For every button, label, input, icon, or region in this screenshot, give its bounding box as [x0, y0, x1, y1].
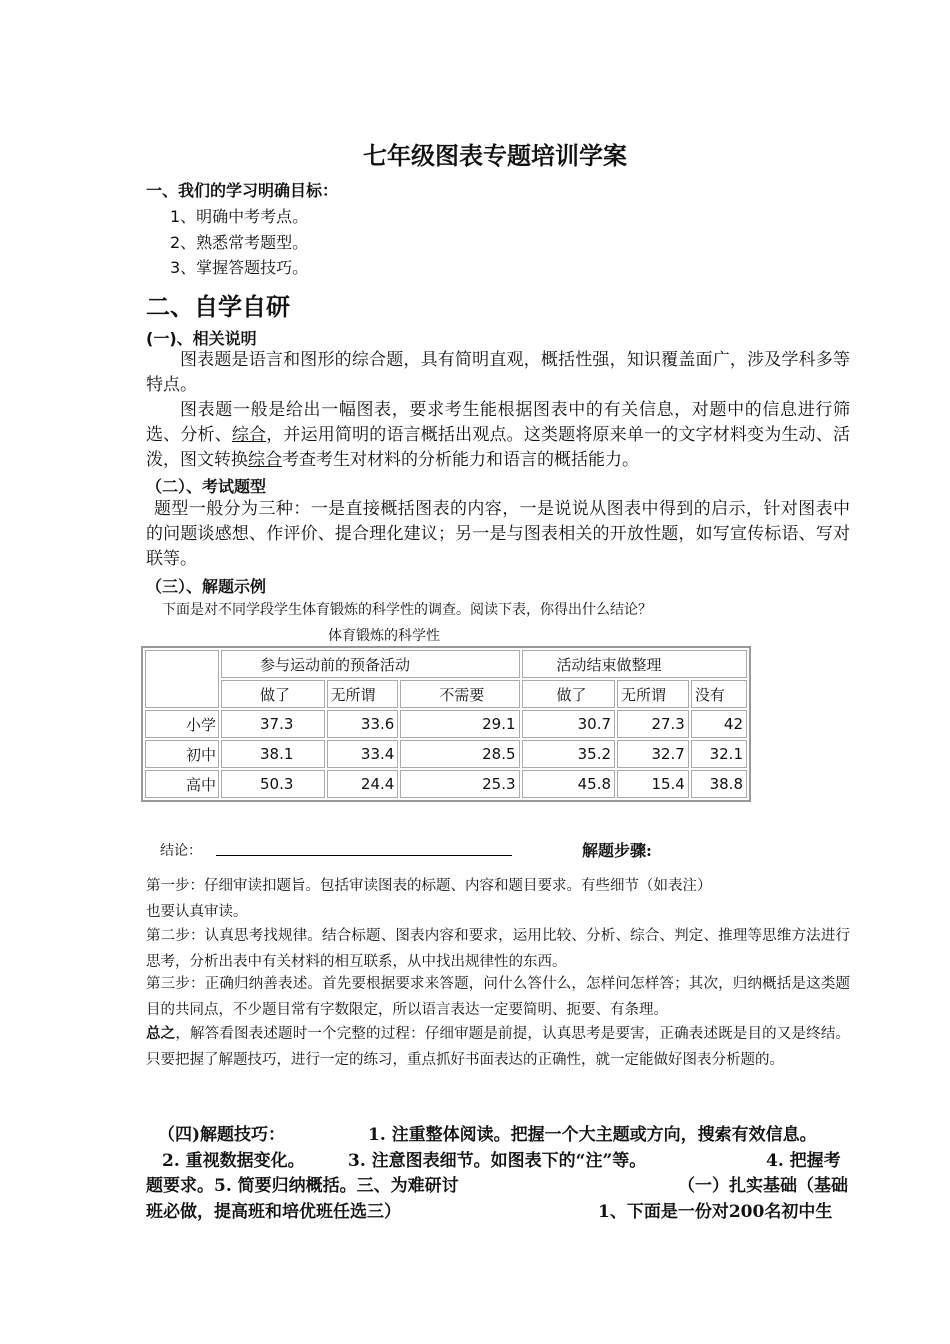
page-title: 七年级图表专题培训学案 [363, 142, 627, 170]
answer-blank-line [216, 855, 512, 856]
goal-item: 1、明确中考考点。 [170, 207, 309, 226]
table-cell: 38.1 [221, 740, 325, 768]
tip-4: 4. 把握考 [766, 1151, 841, 1171]
tip-2: 2. 重视数据变化。 [162, 1151, 305, 1171]
sub2-heading: （二）、考试题型 [146, 477, 267, 496]
column-header: 做了 [522, 680, 615, 708]
group-header: 参与运动前的预备活动 [221, 650, 520, 678]
section1-heading: 一、我们的学习明确目标： [146, 181, 339, 200]
question-1-start: 1、下面是一份对200名初中生 [598, 1202, 833, 1222]
tip-1: 1. 注重整体阅读。把握一个大主题或方向，搜索有效信息。 [368, 1125, 817, 1145]
table-cell: 33.6 [327, 710, 399, 738]
table-cell: 45.8 [522, 770, 615, 798]
column-header: 做了 [221, 680, 325, 708]
step-1-cont: 也要认真审读。 [146, 904, 248, 920]
column-header: 无所谓 [327, 680, 399, 708]
underlined-term: 综合 [231, 425, 267, 445]
summary: 总之，解答看图表述题时一个完整的过程：仔细审题是前提，认真思考是要害，正确表述既是目的又是终结。只要把握了解题技巧，进行一定的练习，重点抓好书面表达的正确性，就一定能做好图表分析题的。 [146, 1025, 850, 1068]
row-label: 初中 [145, 740, 219, 768]
table-cell: 37.3 [221, 710, 325, 738]
tip-4-cont: 题要求。5. 简要归纳概括。三、为难研讨 [146, 1176, 459, 1196]
table-cell: 32.1 [691, 740, 747, 768]
column-header: 不需要 [400, 680, 519, 708]
tips-heading: （四)解题技巧： [158, 1125, 286, 1145]
row-label: 高中 [145, 770, 219, 798]
step-2: 第二步：认真思考找规律。结合标题、图表内容和要求，运用比较、分析、综合、判定、推理等思维方法进行思考，分析出表中有关材料的相互联系，从中找出规律性的东西。 [146, 928, 850, 970]
table-cell: 27.3 [617, 710, 689, 738]
table-row [145, 710, 747, 738]
table-row [145, 770, 747, 798]
survey-table [141, 646, 751, 802]
sub2-paragraph: 题型一般分为三种：一是直接概括图表的内容，一是说说从图表中得到的启示，针对图表中的问题谈感想、作评价、提合理化建议；另一是与图表相关的开放性题，如写宣传标语、写对联等。 [146, 499, 850, 569]
step-1: 第一步：仔细审读扣题旨。包括审读图表的标题、内容和题目要求。有些细节（如表注） [146, 878, 712, 894]
row-label: 小学 [145, 710, 219, 738]
table-cell: 38.8 [691, 770, 747, 798]
example-intro: 下面是对不同学段学生体育锻炼的科学性的调查。阅读下表，你得出什么结论？ [162, 602, 652, 618]
sub1-paragraph-1: 图表题是语言和图形的综合题，具有简明直观，概括性强，知识覆盖面广，涉及学科多等特点。 [146, 350, 850, 395]
group-header: 活动结束做整理 [522, 650, 747, 678]
table-cell: 50.3 [221, 770, 325, 798]
table-cell: 15.4 [617, 770, 689, 798]
goal-item: 3、掌握答题技巧。 [170, 258, 309, 277]
table-caption: 体育锻炼的科学性 [328, 628, 440, 644]
column-header: 无所谓 [617, 680, 689, 708]
sub3-heading: （三）、解题示例 [146, 577, 267, 596]
section3-note: 班必做，提高班和培优班任选三） [146, 1202, 401, 1222]
conclusion-label: 结论： [160, 843, 202, 859]
section2-heading: 二、自学自研 [146, 293, 290, 321]
table-cell: 30.7 [522, 710, 615, 738]
table-cell: 25.3 [400, 770, 519, 798]
section3-sub1: （一）扎实基础（基础 [678, 1176, 848, 1196]
table-corner-cell [145, 650, 219, 708]
column-header: 没有 [691, 680, 747, 708]
step-3: 第三步：正确归纳善表述。首先要根据要求来答题，问什么答什么，怎样问怎样答；其次，归纳概括是这类题目的共同点，不少题目常有字数限定，所以语言表达一定要简明、扼要、有条理。 [146, 976, 850, 1018]
table-cell: 42 [691, 710, 747, 738]
table-cell: 33.4 [327, 740, 399, 768]
table-row [145, 740, 747, 768]
table-cell: 28.5 [400, 740, 519, 768]
underlined-term: 综合 [248, 450, 282, 470]
steps-label: 解题步骤: [582, 841, 652, 860]
tip-3: 3. 注意图表细节。如图表下的“注”等。 [348, 1151, 647, 1171]
sub1-paragraph-2: 图表题一般是给出一幅图表，要求考生能根据图表中的有关信息，对题中的信息进行筛选、分析、综合，并运用简明的语言概括出观点。这类题将原来单一的文字材料变为生动、活泼，图文转换综合考查考生对材料的分析能力和语言的概括能力。 [146, 400, 851, 470]
table-cell: 24.4 [327, 770, 399, 798]
table-cell: 35.2 [522, 740, 615, 768]
goal-item: 2、熟悉常考题型。 [170, 233, 309, 252]
table-cell: 32.7 [617, 740, 689, 768]
sub1-heading: (一)、相关说明 [146, 329, 257, 348]
table-cell: 29.1 [400, 710, 519, 738]
